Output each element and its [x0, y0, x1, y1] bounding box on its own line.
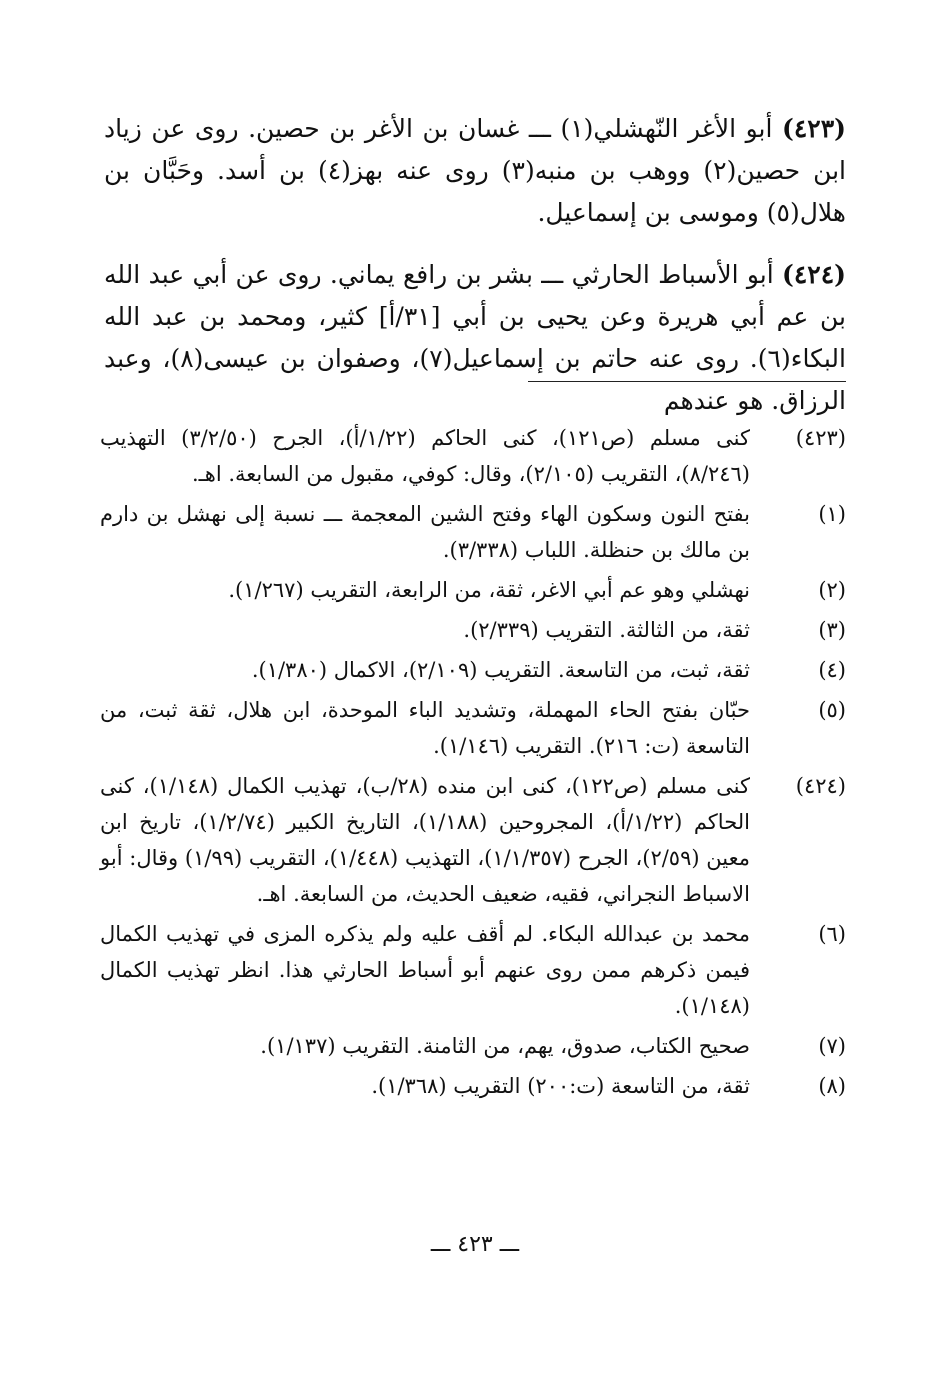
- footnote-424: [100, 768, 846, 912]
- footnote-number: (٦): [818, 922, 846, 946]
- footnote-5: [100, 692, 846, 764]
- footnote-text: كنى مسلم (ص١٢٢)، كنى ابن منده (٢٨/ب)، تهذيب الكمال (١/١٤٨)، كنى الحاكم (١/٢٢/أ)، المجروحين (١/١٨٨)، التاريخ الكبير (١/٢/٧٤)، تاريخ ابن معين (٢/٥٩)، الجرح (١/١/٣٥٧)، التهذيب (١/٤٤٨)، التقريب (١/٩٩) وقال: أبو الاسباط النجراني، فقيه، ضعيف الحديث، من السابعة. اهـ.: [100, 774, 751, 906]
- entry-424: [104, 254, 846, 422]
- footnote-number: (٤): [818, 658, 846, 682]
- footnote-divider: [528, 381, 846, 382]
- entry-number: (٤٢٣): [782, 114, 847, 143]
- footnote-3: [100, 612, 846, 648]
- entry-number: (٤٢٤): [782, 260, 847, 289]
- entry-423: [104, 108, 846, 234]
- footnote-6: [100, 916, 846, 1024]
- footnote-2: [100, 572, 846, 608]
- footnote-text: نهشلي وهو عم أبي الاغر، ثقة، من الرابعة، التقريب (١/٢٦٧).: [228, 578, 750, 602]
- page-number: ـــ ٤٢٣ ـــ: [430, 1232, 520, 1257]
- footnote-text: محمد بن عبدالله البكاء. لم أقف عليه ولم يذكره المزى في تهذيب الكمال فيمن ذكرهم ممن روى عنهم أبو أسباط الحارثي هذا. انظر تهذيب الكمال (١/١٤٨).: [100, 922, 750, 1018]
- footnote-text: بفتح النون وسكون الهاء وفتح الشين المعجمة ـــ نسبة إلى نهشل بن دارم بن مالك بن حنظلة. اللباب (٣/٣٣٨).: [100, 502, 750, 562]
- footnote-number: (٤٢٣): [795, 426, 846, 450]
- footnote-423: [100, 420, 846, 492]
- footnote-number: (١): [818, 502, 846, 526]
- footnote-8: [100, 1068, 846, 1104]
- footnote-1: [100, 496, 846, 568]
- main-text: [104, 108, 846, 442]
- footnote-4: [100, 652, 846, 688]
- footnote-number: (٥): [818, 698, 846, 722]
- footnotes: [100, 420, 846, 1108]
- entry-text: أبو الأغر النّهشلي(١) ـــ غسان بن الأغر بن حصين. روى عن زياد ابن حصين(٢) ووهب بن منبه(٣) روى عنه بهز(٤) بن أسد. وحَبَّان بن هلال(٥) وموسى بن إسماعيل.: [104, 114, 846, 227]
- entry-text: أبو الأسباط الحارثي ـــ بشر بن رافع يماني. روى عن أبي عبد الله بن عم أبي هريرة وعن يحيى بن أبي [٣١/أ] كثير، ومحمد بن عبد الله البكاء(٦). روى عنه حاتم بن إسماعيل(٧)، وصفوان بن عيسى(٨)، وعبد الرزاق. هو عندهم: [104, 260, 846, 415]
- footnote-text: صحيح الكتاب، صدوق، يهم، من الثامنة. التقريب (١/١٣٧).: [260, 1034, 750, 1058]
- footnote-text: حبّان بفتح الحاء المهملة، وتشديد الباء الموحدة، ابن هلال، ثقة ثبت، من التاسعة (ت: ٢١٦). التقريب (١/١٤٦).: [100, 698, 750, 758]
- footnote-7: [100, 1028, 846, 1064]
- footnote-text: ثقة، من الثالثة. التقريب (٢/٣٣٩).: [463, 618, 750, 642]
- footnote-number: (٧): [818, 1034, 846, 1058]
- footnote-number: (٨): [818, 1074, 846, 1098]
- footnote-number: (٤٢٤): [795, 774, 846, 798]
- footnote-text: ثقة، ثبت، من التاسعة. التقريب (٢/١٠٩)، الاكمال (١/٣٨٠).: [251, 658, 750, 682]
- footnote-number: (٢): [818, 578, 846, 602]
- footnote-text: ثقة، من التاسعة (ت:٢٠٠) التقريب (١/٣٦٨).: [371, 1074, 750, 1098]
- footnote-number: (٣): [818, 618, 846, 642]
- footnote-text: كنى مسلم (ص١٢١)، كنى الحاكم (١/٢٢/أ)، الجرح (٣/٢/٥٠) التهذيب (٨/٢٤٦)، التقريب (٢/١٠٥)، وقال: كوفي، مقبول من السابعة. اهـ.: [100, 426, 751, 486]
